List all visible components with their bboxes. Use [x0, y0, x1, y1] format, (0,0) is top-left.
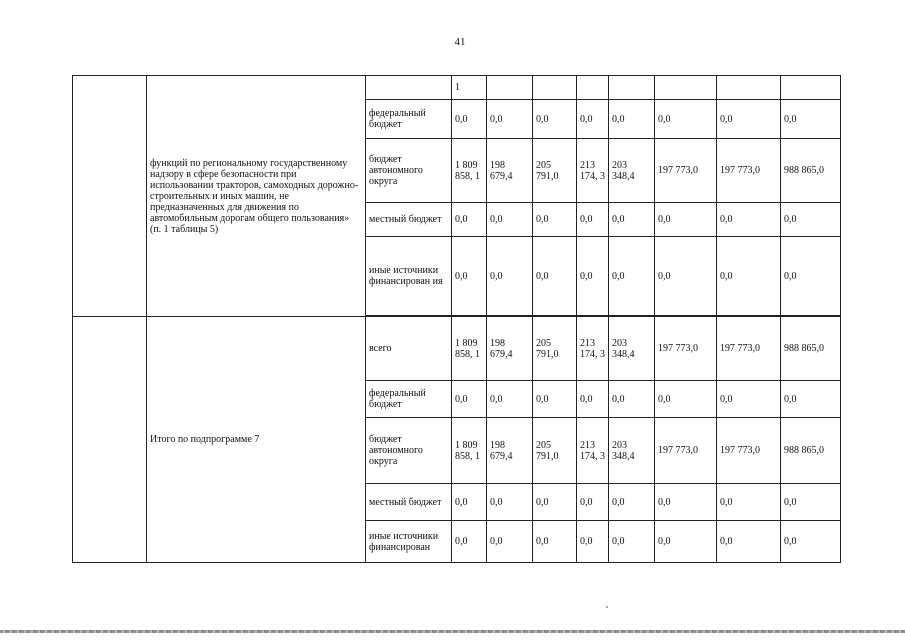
value-cell: 0,0 — [487, 381, 533, 418]
page-number: 41 — [454, 36, 466, 48]
value-cell: 0,0 — [717, 521, 781, 563]
value-cell: 0,0 — [655, 484, 717, 521]
value-cell: 0,0 — [577, 203, 609, 237]
value-cell: 0,0 — [781, 203, 841, 237]
value-cell: 1 809 858, 1 — [452, 139, 487, 203]
value-cell: 0,0 — [533, 484, 577, 521]
value-cell: 0,0 — [717, 100, 781, 139]
value-cell — [533, 76, 577, 100]
scan-speck — [606, 606, 608, 608]
value-cell: 0,0 — [533, 100, 577, 139]
value-cell: 0,0 — [577, 381, 609, 418]
value-cell: 0,0 — [577, 484, 609, 521]
value-cell: 203 348,4 — [609, 418, 655, 484]
value-cell: 213 174, 3 — [577, 317, 609, 381]
value-cell: 0,0 — [487, 100, 533, 139]
value-cell — [487, 76, 533, 100]
scan-edge-line — [0, 630, 905, 633]
source-cell: федеральный бюджет — [366, 381, 452, 418]
source-cell: бюджет автономного округа — [366, 418, 452, 484]
value-cell: 1 809 858, 1 — [452, 418, 487, 484]
value-cell: 0,0 — [452, 203, 487, 237]
budget-table — [72, 75, 841, 563]
subtotal-name-cell: Итого по подпрограмме 7 — [147, 317, 366, 563]
value-cell: 0,0 — [452, 100, 487, 139]
value-cell: 203 348,4 — [609, 317, 655, 381]
index-cell — [73, 317, 147, 563]
value-cell: 988 865,0 — [781, 317, 841, 381]
value-cell: 0,0 — [781, 381, 841, 418]
value-cell: 213 174, 3 — [577, 139, 609, 203]
value-cell: 0,0 — [577, 237, 609, 316]
table-row — [73, 317, 841, 381]
value-cell: 0,0 — [533, 521, 577, 563]
value-cell: 0,0 — [533, 203, 577, 237]
value-cell: 0,0 — [781, 100, 841, 139]
value-cell: 0,0 — [577, 521, 609, 563]
value-cell: 0,0 — [533, 381, 577, 418]
value-cell: 0,0 — [609, 521, 655, 563]
source-cell: иные источники финансирован — [366, 521, 452, 563]
value-cell: 205 791,0 — [533, 418, 577, 484]
value-cell: 0,0 — [452, 381, 487, 418]
source-cell: местный бюджет — [366, 203, 452, 237]
value-cell: 0,0 — [717, 381, 781, 418]
value-cell: 0,0 — [717, 484, 781, 521]
value-cell: 0,0 — [487, 484, 533, 521]
source-cell: иные источники финансирован ия — [366, 237, 452, 316]
value-cell: 0,0 — [655, 521, 717, 563]
value-cell: 203 348,4 — [609, 139, 655, 203]
value-cell: 0,0 — [487, 237, 533, 316]
value-cell: 1 809 858, 1 — [452, 317, 487, 381]
value-cell: 205 791,0 — [533, 139, 577, 203]
value-cell — [781, 76, 841, 100]
value-cell: 0,0 — [609, 203, 655, 237]
value-cell: 1 — [452, 76, 487, 100]
index-cell — [73, 76, 147, 317]
value-cell: 197 773,0 — [717, 418, 781, 484]
source-cell: местный бюджет — [366, 484, 452, 521]
value-cell: 0,0 — [655, 203, 717, 237]
value-cell: 0,0 — [452, 237, 487, 316]
value-cell: 198 679,4 — [487, 139, 533, 203]
value-cell — [717, 76, 781, 100]
value-cell: 0,0 — [609, 484, 655, 521]
value-cell: 197 773,0 — [655, 139, 717, 203]
value-cell: 0,0 — [533, 237, 577, 316]
value-cell: 0,0 — [655, 381, 717, 418]
value-cell: 197 773,0 — [717, 139, 781, 203]
value-cell: 0,0 — [609, 237, 655, 316]
value-cell: 0,0 — [655, 100, 717, 139]
value-cell: 0,0 — [487, 521, 533, 563]
value-cell: 988 865,0 — [781, 139, 841, 203]
value-cell: 197 773,0 — [717, 317, 781, 381]
value-cell: 0,0 — [781, 521, 841, 563]
value-cell — [577, 76, 609, 100]
value-cell: 0,0 — [452, 484, 487, 521]
value-cell: 0,0 — [717, 237, 781, 316]
value-cell: 0,0 — [452, 521, 487, 563]
value-cell — [609, 76, 655, 100]
value-cell: 0,0 — [781, 484, 841, 521]
value-cell: 0,0 — [609, 381, 655, 418]
value-cell: 0,0 — [655, 237, 717, 316]
value-cell: 198 679,4 — [487, 317, 533, 381]
value-cell: 198 679,4 — [487, 418, 533, 484]
value-cell: 988 865,0 — [781, 418, 841, 484]
value-cell: 0,0 — [609, 100, 655, 139]
source-cell: бюджет автономного округа — [366, 139, 452, 203]
source-cell: всего — [366, 317, 452, 381]
value-cell: 0,0 — [781, 237, 841, 316]
measure-name-cell: функций по региональному государственному надзору в сфере безопасности при использовании тракторов, самоходных дорожно-строительных и иных машин, не предназначенных для движения по автомобильным дорогам общего пользования» (п. 1 таблицы 5) — [147, 76, 366, 317]
source-cell: федеральный бюджет — [366, 100, 452, 139]
value-cell: 197 773,0 — [655, 418, 717, 484]
value-cell: 213 174, 3 — [577, 418, 609, 484]
value-cell: 205 791,0 — [533, 317, 577, 381]
value-cell: 0,0 — [577, 100, 609, 139]
value-cell: 197 773,0 — [655, 317, 717, 381]
value-cell: 0,0 — [717, 203, 781, 237]
value-cell: 0,0 — [487, 203, 533, 237]
table-row — [73, 76, 841, 100]
source-cell — [366, 76, 452, 100]
value-cell — [655, 76, 717, 100]
